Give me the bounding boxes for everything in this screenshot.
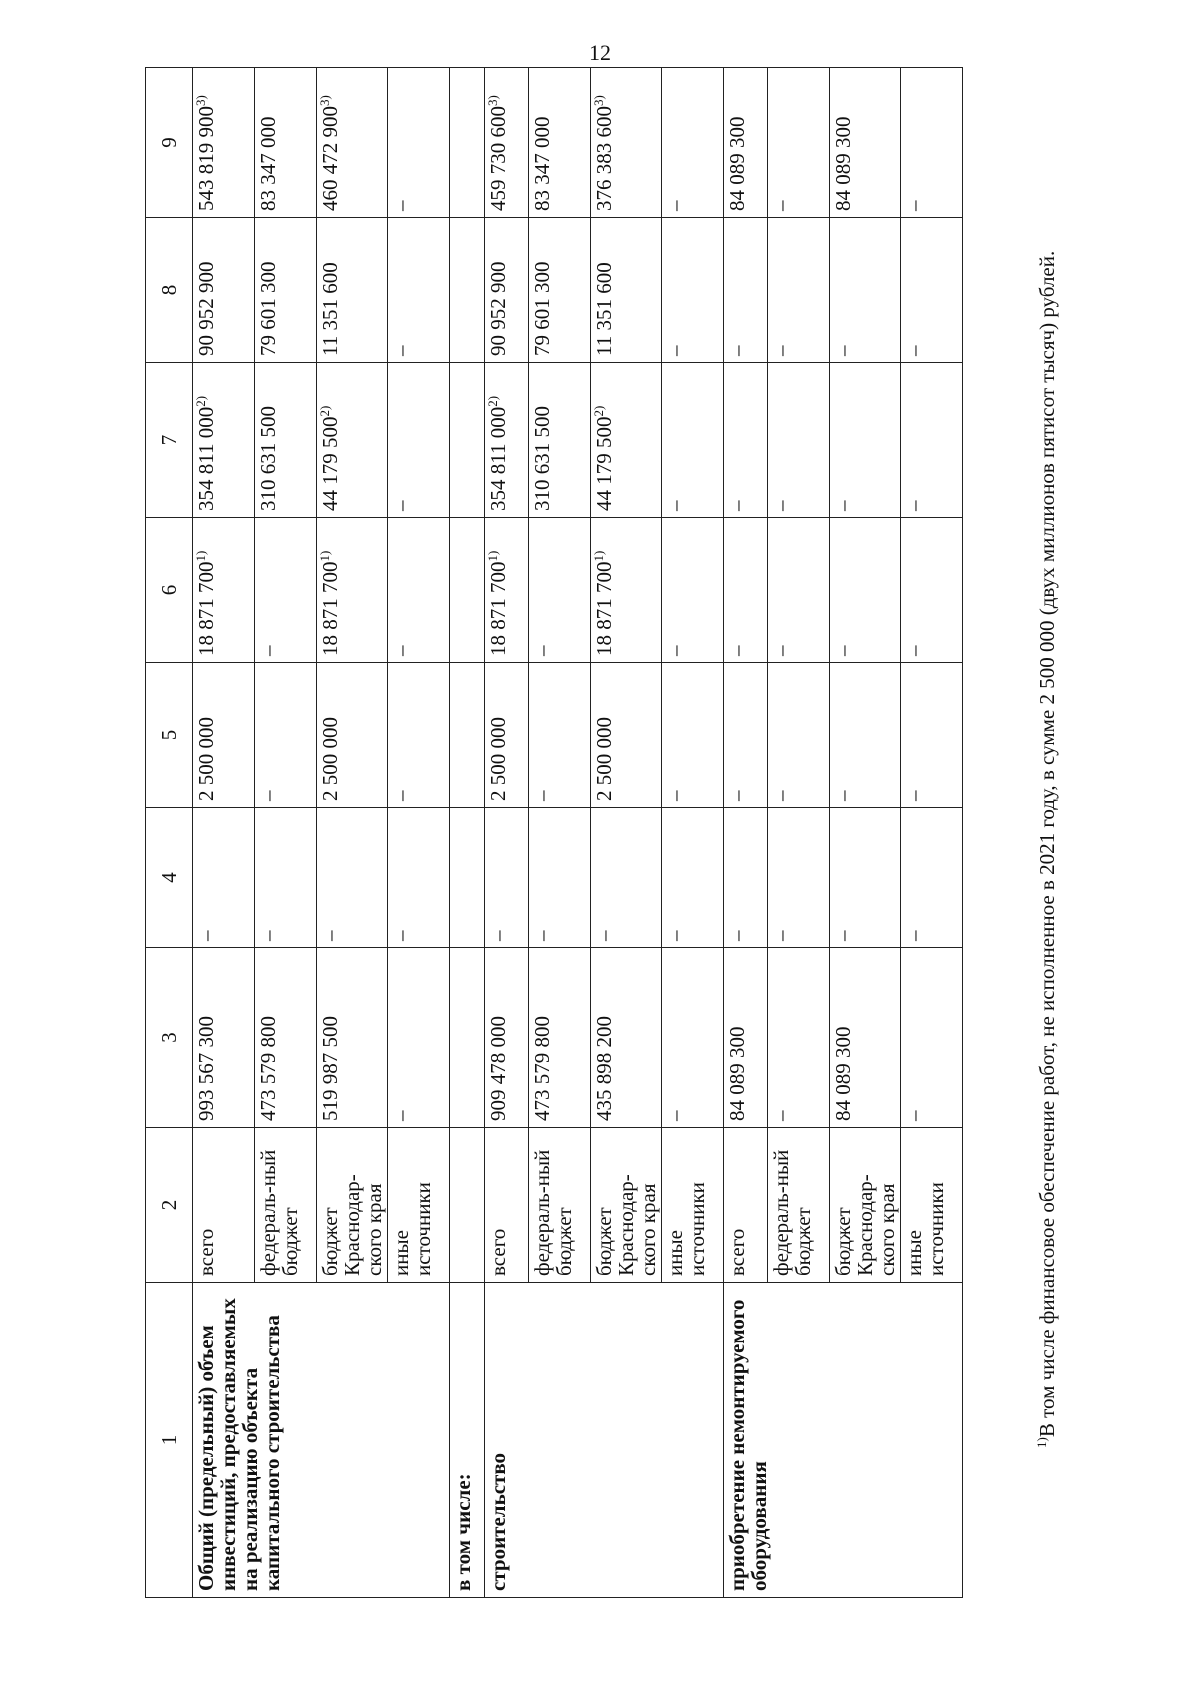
table-cell: – (724, 218, 768, 363)
table-cell: – (768, 363, 830, 518)
table-cell: 310 631 500 (255, 363, 317, 518)
table-cell: – (901, 363, 963, 518)
table-cell: – (901, 68, 963, 218)
table-cell: 83 347 000 (529, 68, 591, 218)
table-cell: 18 871 700$^{1)}$ (317, 518, 388, 663)
footnote-marker: 1) (1034, 1437, 1049, 1448)
table-cell (450, 363, 485, 518)
table-cell: – (724, 518, 768, 663)
table-cell: 2 500 000 (485, 663, 529, 808)
table-cell: 90 952 900 (485, 218, 529, 363)
column-header: 2 (146, 1128, 193, 1283)
table-cell: – (317, 808, 388, 948)
table-cell: – (768, 948, 830, 1128)
funding-source: федераль-ный бюджет (529, 1128, 591, 1283)
table-cell: – (255, 518, 317, 663)
table-cell: – (768, 218, 830, 363)
footnote (1033, 68, 1061, 1598)
table-cell: – (768, 663, 830, 808)
table-cell: – (193, 808, 255, 948)
table-cell: – (388, 663, 450, 808)
funding-source: иные источники (662, 1128, 724, 1283)
column-header: 8 (146, 218, 193, 363)
table-cell: – (662, 808, 724, 948)
table-cell: – (388, 363, 450, 518)
table-cell: 18 871 700$^{1)}$ (193, 518, 255, 663)
table-cell: 83 347 000 (255, 68, 317, 218)
table-cell (450, 1128, 485, 1283)
table-cell: 909 478 000 (485, 948, 529, 1128)
table-cell: 90 952 900 (193, 218, 255, 363)
table-cell: – (830, 808, 901, 948)
table-cell: – (901, 808, 963, 948)
table-cell: – (662, 948, 724, 1128)
table-cell: – (255, 808, 317, 948)
table-cell: – (901, 518, 963, 663)
table-row (485, 68, 529, 1598)
table-cell: 84 089 300 (724, 948, 768, 1128)
funding-source: бюджет Краснодар-ского края (317, 1128, 388, 1283)
table-cell: 310 631 500 (529, 363, 591, 518)
table-cell: 354 811 000$^{2)}$ (193, 363, 255, 518)
table-cell: 84 089 300 (724, 68, 768, 218)
table-cell: 84 089 300 (830, 68, 901, 218)
table-cell: – (255, 663, 317, 808)
table-cell: – (901, 948, 963, 1128)
table-cell: – (388, 518, 450, 663)
table-row (450, 68, 485, 1598)
table-cell: – (830, 663, 901, 808)
table-cell: – (724, 363, 768, 518)
table-cell: 2 500 000 (193, 663, 255, 808)
table-cell (450, 948, 485, 1128)
table-cell: – (591, 808, 662, 948)
table-cell: – (388, 68, 450, 218)
funding-source: всего (724, 1128, 768, 1283)
column-header: 9 (146, 68, 193, 218)
rotated-page-content (145, 68, 1135, 1598)
table-cell: – (830, 363, 901, 518)
funding-source: всего (485, 1128, 529, 1283)
table-cell: 79 601 300 (529, 218, 591, 363)
table-cell: – (662, 663, 724, 808)
table-cell: – (768, 808, 830, 948)
table-cell: – (724, 808, 768, 948)
table-cell: – (830, 518, 901, 663)
table-row (193, 68, 255, 1598)
funding-source: федераль-ный бюджет (768, 1128, 830, 1283)
funding-source: иные источники (388, 1128, 450, 1283)
funding-source: бюджет Краснодар-ского края (591, 1128, 662, 1283)
table-cell: 543 819 900$^{3)}$ (193, 68, 255, 218)
column-header: 4 (146, 808, 193, 948)
table-cell: 993 567 300 (193, 948, 255, 1128)
table-cell: – (529, 663, 591, 808)
table-cell: 376 383 600$^{3)}$ (591, 68, 662, 218)
footnote-text: В том числе финансовое обеспечение работ, не исполненное в 2021 году, в сумме 2 500 000 (двух миллионов пятисот тысяч) рублей. (1035, 250, 1059, 1438)
table-cell: 79 601 300 (255, 218, 317, 363)
table-cell: – (388, 948, 450, 1128)
table-cell: 459 730 600$^{3)}$ (485, 68, 529, 218)
table-cell: 11 351 600 (317, 218, 388, 363)
row-group-label: строительство (485, 1283, 724, 1598)
column-header: 1 (146, 1283, 193, 1598)
table-cell: 18 871 700$^{1)}$ (485, 518, 529, 663)
table-cell: – (724, 663, 768, 808)
table-cell: 460 472 900$^{3)}$ (317, 68, 388, 218)
page-number: 12 (589, 40, 611, 65)
column-header: 3 (146, 948, 193, 1128)
table-cell: – (662, 363, 724, 518)
table-cell: – (388, 218, 450, 363)
table-cell: – (662, 218, 724, 363)
table-cell: 473 579 800 (255, 948, 317, 1128)
table-cell: 473 579 800 (529, 948, 591, 1128)
table-cell: – (768, 68, 830, 218)
table-cell: 2 500 000 (317, 663, 388, 808)
section-label: в том числе: (450, 1283, 485, 1598)
table-cell: 2 500 000 (591, 663, 662, 808)
table-cell: 435 898 200 (591, 948, 662, 1128)
table-cell (450, 518, 485, 663)
funding-source: бюджет Краснодар-ского края (830, 1128, 901, 1283)
funding-source: иные источники (901, 1128, 963, 1283)
column-header: 7 (146, 363, 193, 518)
table-row (724, 68, 768, 1598)
table-cell: 354 811 000$^{2)}$ (485, 363, 529, 518)
table-cell: 84 089 300 (830, 948, 901, 1128)
table-cell: – (529, 808, 591, 948)
row-group-label: приобретение немонтируемого оборудования (724, 1283, 963, 1598)
table-cell: – (830, 218, 901, 363)
table-cell (450, 68, 485, 218)
table-cell: 18 871 700$^{1)}$ (591, 518, 662, 663)
table-cell: – (901, 218, 963, 363)
table-cell: 11 351 600 (591, 218, 662, 363)
table-cell (450, 218, 485, 363)
table-cell: – (768, 518, 830, 663)
table-cell: 44 179 500$^{2)}$ (591, 363, 662, 518)
column-header: 6 (146, 518, 193, 663)
table-cell: – (662, 518, 724, 663)
table-cell: 519 987 500 (317, 948, 388, 1128)
table-cell: – (901, 663, 963, 808)
investment-table (145, 67, 963, 1598)
table-cell: – (485, 808, 529, 948)
table-cell: – (662, 68, 724, 218)
funding-source: федераль-ный бюджет (255, 1128, 317, 1283)
table-cell (450, 663, 485, 808)
header-row (146, 68, 193, 1598)
table-cell (450, 808, 485, 948)
funding-source: всего (193, 1128, 255, 1283)
column-header: 5 (146, 663, 193, 808)
table-cell: – (388, 808, 450, 948)
row-group-label: Общий (предельный) объем инвестиций, предоставляемых на реализацию объекта капитального строительства (193, 1283, 450, 1598)
table-cell: – (529, 518, 591, 663)
table-cell: 44 179 500$^{2)}$ (317, 363, 388, 518)
